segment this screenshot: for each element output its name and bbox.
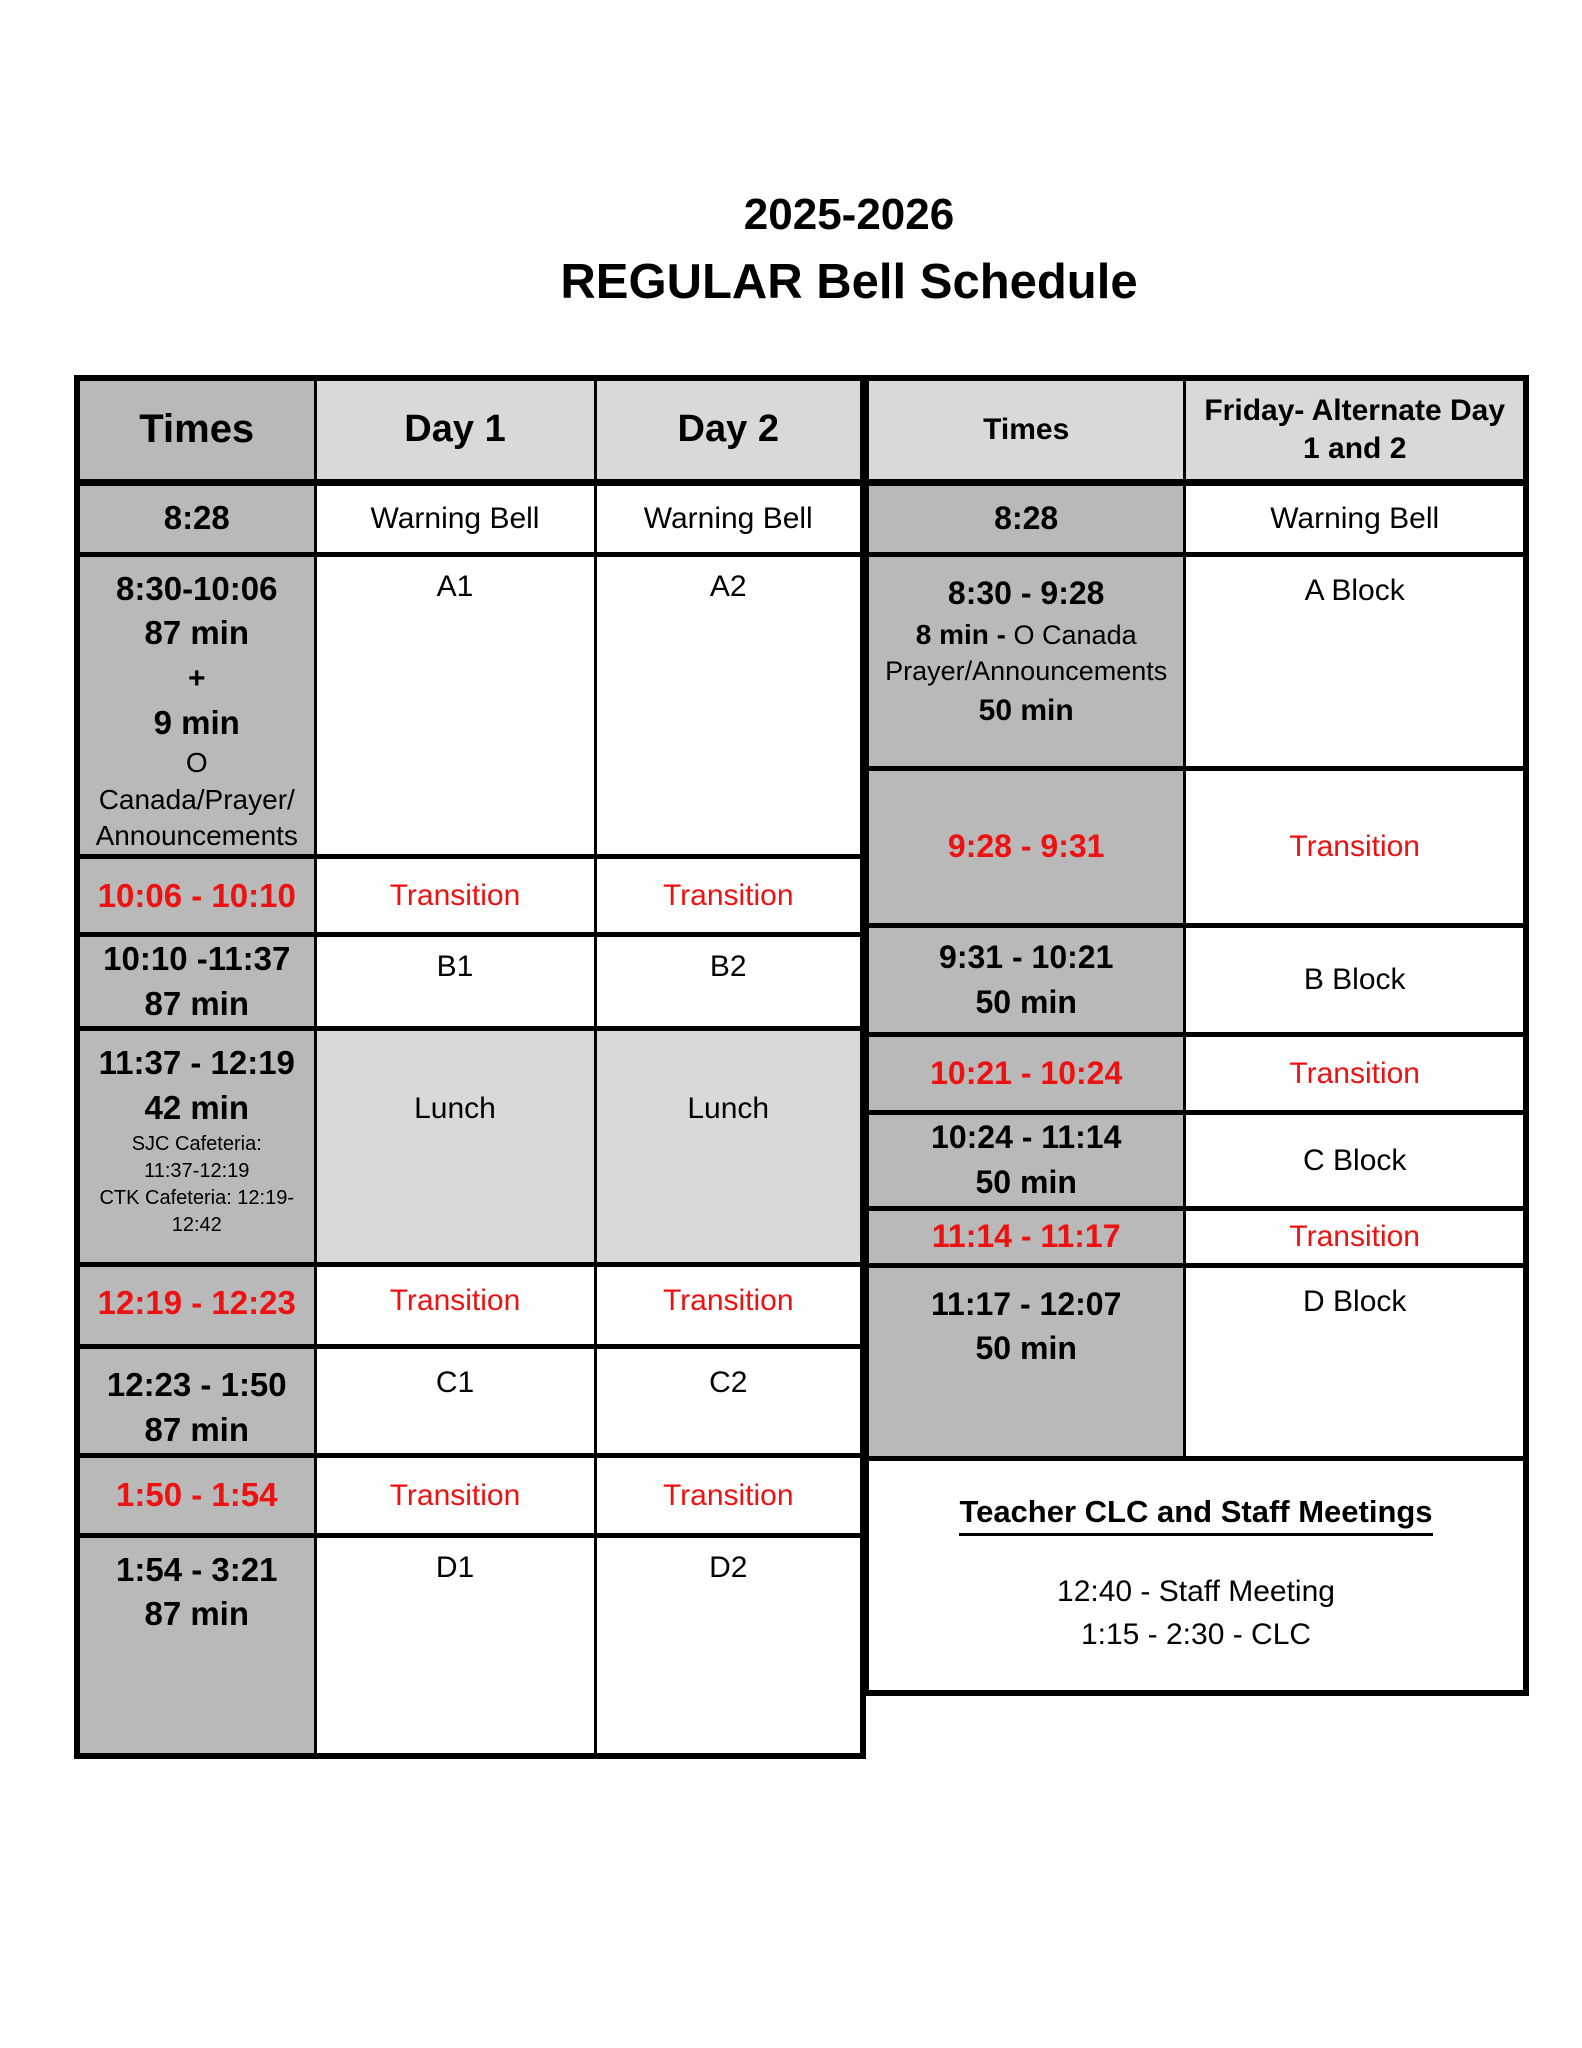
friday-block-c-time-cell — [866, 1112, 1185, 1208]
lunch-day1-cell: Lunch — [315, 1029, 595, 1265]
cell-a1: A1 — [315, 554, 595, 857]
friday-block-b-time-range: 9:31 - 10:21 — [939, 938, 1114, 975]
block-d-time-cell — [77, 1535, 315, 1756]
friday-transition3-time: 11:14 - 11:17 — [866, 1208, 1185, 1265]
block-d-time-range: 1:54 - 3:21 — [116, 1550, 278, 1588]
table-row — [866, 1112, 1526, 1208]
friday-transition2-label: Transition — [1185, 1034, 1526, 1112]
friday-cell-c-block: C Block — [1185, 1112, 1526, 1208]
cell-c2: C2 — [595, 1347, 863, 1455]
page-title-main: REGULAR Bell Schedule — [560, 255, 1138, 309]
ctk-cafeteria-time: 12:42 — [171, 1213, 222, 1236]
ctk-cafeteria-label: CTK Cafeteria: 12:19- — [99, 1186, 295, 1209]
friday-block-c-time-range: 10:24 - 11:14 — [931, 1119, 1122, 1156]
cell-d2: D2 — [595, 1535, 863, 1756]
cell-d1: D1 — [315, 1535, 595, 1756]
table-row — [77, 554, 863, 857]
table-row — [866, 1208, 1526, 1265]
block-a-extra-min: 9 min — [153, 703, 240, 741]
table-row — [77, 935, 863, 1029]
cell-b1: B1 — [315, 935, 595, 1029]
block-b-time-cell — [77, 935, 315, 1029]
friday-cell-a-block: A Block — [1185, 554, 1526, 768]
transition2-time: 12:19 - 12:23 — [77, 1265, 315, 1347]
transition2-day1: Transition — [315, 1265, 595, 1347]
transition1-day1: Transition — [315, 857, 595, 935]
block-a-duration: 87 min — [144, 614, 250, 652]
friday-block-a-prayer: Prayer/Announcements — [885, 656, 1168, 687]
block-c-time-range: 12:23 - 1:50 — [106, 1366, 287, 1404]
plus-sign: + — [187, 661, 206, 695]
table-row — [77, 482, 863, 554]
transition1-time: 10:06 - 10:10 — [77, 857, 315, 935]
teacher-clc-footer — [866, 1458, 1526, 1693]
table-row — [77, 1265, 863, 1347]
table-row — [866, 554, 1526, 768]
friday-block-a-ocanada: O Canada — [1013, 620, 1137, 651]
table-row — [77, 1455, 863, 1535]
page-title-year: 2025-2026 — [743, 190, 955, 239]
lunch-time-cell — [77, 1029, 315, 1265]
block-c-duration: 87 min — [144, 1410, 250, 1448]
friday-block-a-duration: 50 min — [978, 693, 1074, 727]
day2-header: Day 2 — [595, 378, 863, 482]
cell-a2: A2 — [595, 554, 863, 857]
block-c-time-cell — [77, 1347, 315, 1455]
friday-block-a-time-range: 8:30 - 9:28 — [947, 574, 1105, 611]
friday-block-a-time-cell — [866, 554, 1185, 768]
staff-meeting-line: 12:40 - Staff Meeting — [1057, 1574, 1335, 1608]
block-a-note-line2: Announcements — [95, 819, 298, 851]
block-d-duration: 87 min — [144, 1595, 250, 1633]
friday-cell-b-block: B Block — [1185, 925, 1526, 1034]
table-row — [77, 1347, 863, 1455]
sjc-cafeteria-time: 11:37-12:19 — [144, 1159, 250, 1182]
lunch-time-range: 11:37 - 12:19 — [98, 1044, 295, 1082]
warning-bell-day2: Warning Bell — [595, 482, 863, 554]
friday-block-d-time-range: 11:17 - 12:07 — [931, 1285, 1122, 1322]
table-row — [866, 1034, 1526, 1112]
friday-block-b-duration: 50 min — [975, 983, 1077, 1020]
right-times-header: Times — [866, 378, 1185, 482]
transition3-time: 1:50 - 1:54 — [77, 1455, 315, 1535]
friday-schedule-table — [863, 375, 1529, 1696]
sjc-cafeteria-label: SJC Cafeteria: — [131, 1132, 262, 1155]
table-row — [866, 482, 1526, 554]
friday-warning-label: Warning Bell — [1185, 482, 1526, 554]
block-b-duration: 87 min — [144, 984, 250, 1022]
friday-block-d-time-cell — [866, 1265, 1185, 1458]
friday-transition2-time: 10:21 - 10:24 — [866, 1034, 1185, 1112]
friday-block-c-duration: 50 min — [975, 1164, 1077, 1200]
friday-block-d-duration: 50 min — [975, 1330, 1077, 1367]
table-row — [77, 1029, 863, 1265]
title-block — [58, 0, 1582, 310]
friday-transition3-label: Transition — [1185, 1208, 1526, 1265]
friday-transition1-label: Transition — [1185, 768, 1526, 925]
table-row — [866, 1458, 1526, 1693]
clc-line: 1:15 - 2:30 - CLC — [1080, 1618, 1312, 1652]
friday-block-a-8min: 8 min - — [915, 619, 1006, 651]
friday-block-b-time-cell — [866, 925, 1185, 1034]
table-row — [77, 857, 863, 935]
cell-c1: C1 — [315, 1347, 595, 1455]
left-times-header: Times — [77, 378, 315, 482]
regular-schedule-table — [74, 375, 866, 1759]
lunch-day2-cell: Lunch — [595, 1029, 863, 1265]
friday-cell-d-block: D Block — [1185, 1265, 1526, 1458]
spacer — [875, 1536, 1517, 1570]
friday-header: Friday- Alternate Day 1 and 2 — [1185, 378, 1526, 482]
transition3-day1: Transition — [315, 1455, 595, 1535]
warning-bell-day1: Warning Bell — [315, 482, 595, 554]
day1-header: Day 1 — [315, 378, 595, 482]
friday-warning-time: 8:28 — [866, 482, 1185, 554]
table-row — [866, 378, 1526, 482]
block-b-time-range: 10:10 -11:37 — [103, 940, 291, 978]
warning-bell-time: 8:28 — [77, 482, 315, 554]
teacher-clc-title: Teacher CLC and Staff Meetings — [959, 1494, 1432, 1536]
table-row — [77, 378, 863, 482]
friday-transition1-time: 9:28 - 9:31 — [866, 768, 1185, 925]
block-a-time-range: 8:30-10:06 — [116, 569, 278, 607]
transition3-day2: Transition — [595, 1455, 863, 1535]
cell-b2: B2 — [595, 935, 863, 1029]
table-row — [866, 768, 1526, 925]
block-a-note-line1: O Canada/Prayer/ — [98, 747, 295, 815]
transition1-day2: Transition — [595, 857, 863, 935]
transition2-day2: Transition — [595, 1265, 863, 1347]
block-a-time-cell — [77, 554, 315, 857]
lunch-duration: 42 min — [144, 1088, 250, 1126]
table-row — [866, 925, 1526, 1034]
table-row — [866, 1265, 1526, 1458]
table-row — [77, 1535, 863, 1756]
friday-block-a-ocanada-line — [875, 615, 1177, 654]
